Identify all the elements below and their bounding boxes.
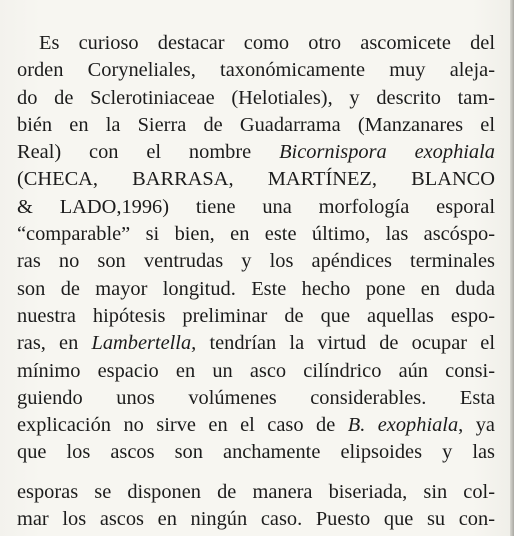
page-edge xyxy=(510,0,514,536)
paragraph-1 xyxy=(17,30,495,467)
text-line: Real) con el nombre Bicornispora exophiala xyxy=(17,141,495,164)
text-line: bién en la Sierra de Guadarrama (Manzanares el xyxy=(17,113,495,136)
text-line: & LADO,1996) tiene una morfología esporal xyxy=(17,195,495,218)
text-line: nuestra hipótesis preliminar de que aquellas espo- xyxy=(17,304,495,327)
text-line: do de Sclerotiniaceae (Helotiales), y descrito tam- xyxy=(17,86,495,109)
paragraph-2 xyxy=(17,479,495,534)
text-line: Es curioso destacar como otro ascomicete del xyxy=(39,32,495,54)
text-line: mínimo espacio en un asco cilíndrico aún consi- xyxy=(17,359,495,382)
text-line: son de mayor longitud. Este hecho pone en duda xyxy=(17,277,495,300)
text-line: orden Coryneliales, taxonómicamente muy aleja- xyxy=(17,59,495,82)
text-line: que los ascos son anchamente elipsoides y las xyxy=(17,441,495,464)
text-line: explicación no sirve en el caso de B. exophiala, ya xyxy=(17,414,495,437)
text-line: ras no son ventrudas y los apéndices terminales xyxy=(17,250,495,273)
species-abbrev: B. exophiala xyxy=(347,414,459,437)
species-name: Bicornispora exophiala xyxy=(279,141,495,164)
genus-name: Lambertella, xyxy=(91,332,197,355)
text-line: (CHECA, BARRASA, MARTÍNEZ, BLANCO xyxy=(17,168,495,191)
text-line: esporas se disponen de manera biseriada, sin col- xyxy=(17,481,495,503)
text-line: ras, en Lambertella, tendrían la virtud de ocupar el xyxy=(17,332,495,355)
text-line: guiendo unos volúmenes considerables. Esta xyxy=(17,386,495,409)
text-line: mar los ascos en ningún caso. Puesto que su con- xyxy=(17,508,495,531)
text-line: “comparable” si bien, en este último, las ascóspo- xyxy=(17,223,495,246)
